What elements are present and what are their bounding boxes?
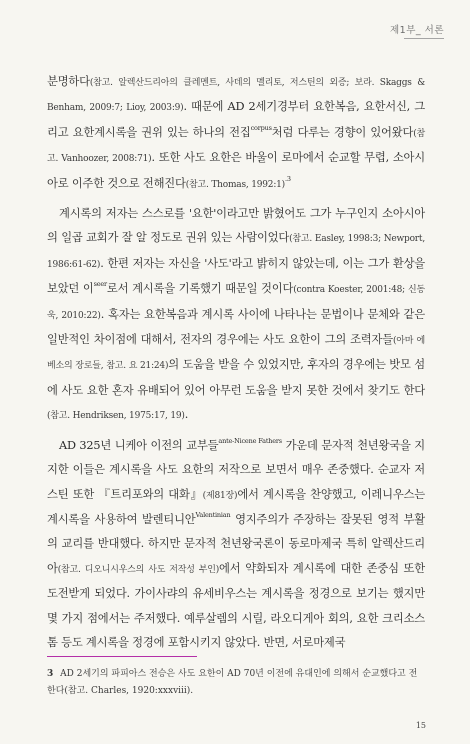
superscript-term: .3 <box>285 174 291 183</box>
text-run: 에서 약화되자 계시록에 대한 존중심 또한 도전받게 되었다. 가이사랴의 유세비우스는 계시록을 정경으로 보기는 했지만 몇 가지 점에서는 주저했다. 예루살렘의 시릴, 라오디게아 회의, 요한 크리소스톰 등도 계시록을 정경에 포함시키지 않았다. 반면, 서로마제국 <box>47 561 425 649</box>
text-run: . 혹자는 요한복음과 계시록 사이에 나타나는 문법이나 문체와 같은 일반적인 차이점에 대해서, 전자의 경우에는 사도 요한이 그의 조력자들 <box>47 307 425 347</box>
running-header: 제1부_ 서론 <box>389 25 444 36</box>
footnote-text: AD 2세기의 파피아스 전승은 사도 요한이 AD 70년 이전에 유대인에 의해서 순교했다고 전한다(참고. Charles, 1920:xxxviii). <box>47 669 418 696</box>
text-run: . 때문에 AD 2세기경부터 요한복음, 요한서신, 그리고 요한계시록을 권위 있는 하나의 전집 <box>47 100 425 139</box>
page-number: 15 <box>415 721 426 730</box>
text-run: 의 도움을 받을 수 있었지만, 후자의 경우에는 밧모 섬에 사도 요한 혼자 유배되어 있어 아무런 도움을 받지 못한 것에서 찾기도 한다 <box>47 358 425 397</box>
paragraph-2 <box>47 202 425 429</box>
superscript-term: Valentinian <box>195 510 231 519</box>
text-run: 가운데 문자적 천년왕국을 지지한 이들은 계시록을 사도 요한의 저작으로 보면서 매우 존중했다. 순교자 저스틴 또한 『트리포와의 대화』 <box>47 438 425 501</box>
citation: (참고. Hendriksen, 1975:17, 19) <box>47 411 185 422</box>
citation: (참고. Easley, 1998:3; Newport, 1986:61-62) <box>47 234 425 270</box>
text-run: 에서 계시록을 찬양했고, 이레니우스는 계시록을 사용하여 발렌티니안 <box>47 487 425 526</box>
text-run: AD 325년 니케아 이전의 교부들 <box>59 438 219 452</box>
citation: (아마 에베소의 장로들, 참고. 요 21:24) <box>47 336 425 372</box>
citation: (참고. 알렉산드리아의 클레멘트, 사데의 멜리토, 저스틴의 외증; 보라. Skaggs & Benham, 2009:7; Lioy, 2003:9) <box>47 78 425 114</box>
superscript-term: ante-Nicene Fathers <box>218 436 282 445</box>
footnote <box>47 666 425 700</box>
text-run: . <box>184 408 189 422</box>
citation: (contra Koester, 2001:48; 신동욱, 2010:22) <box>47 285 425 321</box>
footnote-rule <box>47 656 197 657</box>
text-run: 처럼 다루는 경향이 있어왔다 <box>271 125 414 139</box>
text-run: 분명하다 <box>47 75 90 88</box>
superscript-term: seer <box>93 280 107 289</box>
superscript-term: corpus <box>250 123 272 132</box>
footnote-number: 3 <box>47 669 54 679</box>
citation: (참고. Thomas, 1992:1) <box>185 179 285 190</box>
text-run: 영지주의가 주장하는 잘못된 영적 부활의 교리를 반대했다. 하지만 문자적 천년왕국론이 동로마제국 특히 알렉산드리아 <box>47 512 425 575</box>
citation: (참고. Vanhoozer, 2008:71) <box>47 128 425 165</box>
header-rule <box>404 38 444 39</box>
text-run: . 또한 사도 요한은 바울이 로마에서 순교할 무렵, 소아시아로 이주한 것으로 전해진다 <box>47 151 425 190</box>
citation: (참고. 디오니시우스의 사도 저작성 부인) <box>57 564 220 575</box>
paragraph-1 <box>47 70 425 197</box>
paragraph-3 <box>47 434 425 656</box>
body-text <box>47 70 425 655</box>
text-run: 로서 계시록을 기록했기 때문일 것이다 <box>106 282 294 296</box>
citation: (제81장) <box>202 490 238 501</box>
text-run: 계시록의 저자는 스스로를 '요한'이라고만 밝혔어도 그가 누구인지 소아시아의 일곱 교회가 잘 알 정도로 권위 있는 사람이었다 <box>47 207 425 245</box>
text-run: . 한편 저자는 자신을 '사도'라고 밝히지 않았는데, 이는 그가 환상을 보았던 이 <box>47 256 425 296</box>
